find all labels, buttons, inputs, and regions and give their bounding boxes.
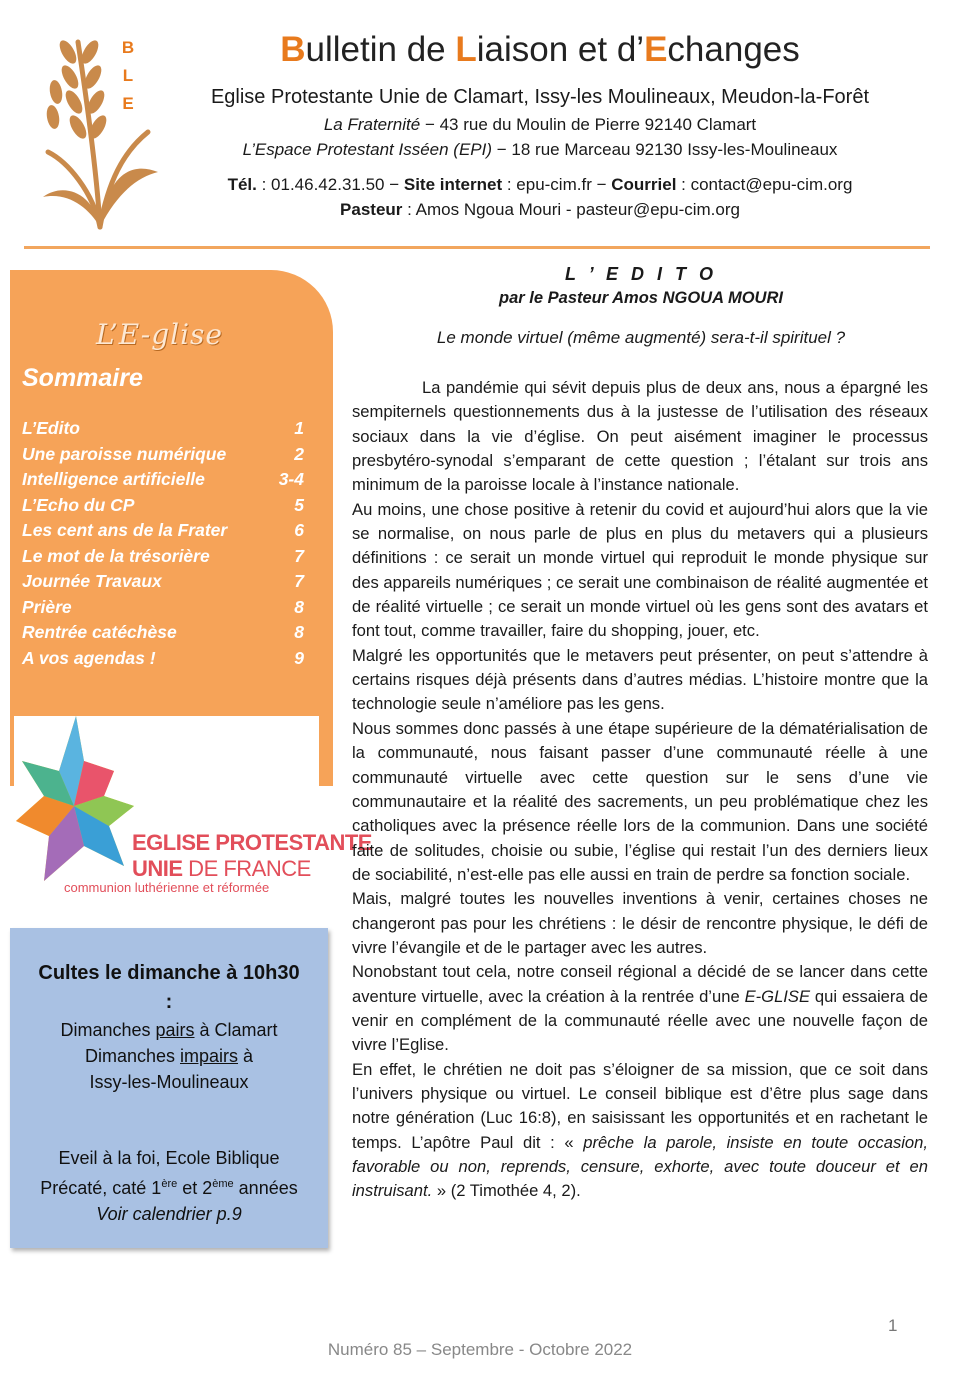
toc-label: Prière — [22, 596, 72, 617]
ble-letter: E — [122, 94, 134, 113]
paragraph: En effet, le chrétien ne doit pas s’éloigner de sa mission, que ce soit dans l’univers physique ou virtuel. Le conseil biblique est d’être plus sage dans notre génération (Luc 16:8), en saisissant les opportunités et en rachetant le temps. L’apôtre Paul dit : « prêche la parole, insiste en toute occasion, favorable ou non, reprends, censure, exhorte, avec toute douceur et en instruisant. » (2 Timothée 4, 2). — [352, 1059, 928, 1201]
title-part: changes — [667, 30, 800, 69]
epuf-logo — [14, 716, 372, 898]
toc-page: 8 — [294, 596, 304, 617]
services-box — [10, 928, 328, 1248]
toc-item[interactable] — [22, 520, 304, 546]
toc-page: 8 — [294, 622, 304, 642]
toc-page: 7 — [294, 545, 304, 566]
epuf-line1: EGLISE PROTESTANTE — [132, 830, 372, 855]
calendar-ref: Voir calendrier p.9 — [96, 1204, 242, 1224]
wheat-logo-icon — [38, 22, 168, 237]
services-title: Cultes le dimanche à 10h30 : — [38, 962, 300, 1013]
mail-link[interactable]: : contact@epu-cim.org — [676, 175, 853, 194]
services-line: Dimanches pairs à Clamart — [60, 1020, 278, 1040]
toc-page: 1 — [294, 418, 304, 438]
contact-line — [150, 173, 930, 197]
paragraph: Nonobstant tout cela, notre conseil régional a décidé de se lancer dans cette aventure virtuelle, avec la création à la rentrée d’une E-GLISE qui essaiera de venir en complément de la communauté réelle avec une nouvelle façon de vivre l’Eglise. — [352, 962, 928, 1055]
title-part: L — [455, 30, 477, 69]
edito-question: Le monde virtuel (même augmenté) sera-t-il spirituel ? — [436, 328, 846, 347]
address-text: − 43 rue du Moulin de Pierre 92140 Clamart — [420, 115, 757, 134]
title-part: B — [280, 30, 306, 69]
toc-page: 5 — [294, 494, 304, 515]
toc-item[interactable] — [22, 469, 304, 495]
services-line: Issy-les-Moulineaux — [89, 1072, 249, 1092]
toc-label: Une paroisse numérique — [22, 443, 227, 464]
epuf-line3: communion luthérienne et réformée — [64, 880, 270, 895]
place-name: La Fraternité — [323, 115, 421, 134]
toc-page: 3-4 — [278, 469, 304, 489]
toc-item[interactable] — [22, 571, 304, 597]
toc-item[interactable] — [22, 622, 304, 648]
services-line: Eveil à la foi, Ecole Biblique — [58, 1148, 280, 1168]
issue-footer: Numéro 85 – Septembre - Octobre 2022 — [327, 1340, 633, 1359]
title-part: E — [644, 30, 668, 69]
services-line: Dimanches impairs à — [84, 1046, 254, 1066]
toc-label: Les cent ans de la Frater — [22, 520, 228, 540]
paragraph: Nous sommes donc passés à une étape supérieure de la dématérialisation de la communauté, nous faisant passer d’une communauté réelle à une communauté virtuelle avec cette question sur le sens d’une vie communautaire et la réalité des sacrements, un peu problématique chez les catholiques avec la présence réelle lors de la communion. Dans une société faite de solitudes, choisie ou subie, l’église qui restait l’un des derniers lieux de sociabilité, n’est-elle pas elle aussi en train de perdre sa fonction sociale. — [352, 718, 928, 884]
address-text: − 18 rue Marceau 92130 Issy-les-Moulineaux — [492, 140, 838, 159]
header-divider — [24, 246, 930, 249]
pastor-label: Pasteur — [340, 200, 403, 219]
toc-item[interactable] — [22, 597, 304, 623]
toc-label: Rentrée catéchèse — [22, 622, 177, 642]
toc-label: Intelligence artificielle — [22, 469, 205, 489]
mail-label: Courriel — [611, 175, 677, 194]
pastor-value[interactable]: : Amos Ngoua Mouri - pasteur@epu-cim.org — [402, 200, 740, 219]
ble-acronym — [118, 34, 138, 118]
title-part: ulletin de — [305, 30, 456, 69]
ble-letter: L — [122, 66, 134, 85]
paragraph: Au moins, une chose positive à retenir du covid et aujourd’hui alors que la vie se normalise, on nous parle de plus en plus du metavers qui a plusieurs définitions : ce serait un monde virtuel qui reproduit le monde physique sur des appareils numériques ; ce serait une combinaison de réalité augmentée et de réalité virtuelle ; ce serait un monde virtuel où les gens sont des avatars et font tout, comme travailler, faire du shopping, jouer, etc. — [352, 499, 928, 641]
site-link[interactable]: : epu-cim.fr − — [502, 175, 612, 194]
tel-value: : 01.46.42.31.50 − — [256, 175, 404, 194]
services-line: Précaté, caté 1ère et 2ème années — [40, 1178, 298, 1198]
toc-label: L’Echo du CP — [22, 494, 135, 515]
sommaire-heading: Sommaire — [22, 364, 143, 392]
toc-item[interactable] — [22, 495, 304, 521]
edito-byline: par le Pasteur Amos NGOUA MOURI — [499, 289, 783, 307]
paragraph: Mais, malgré toutes les nouvelles inventions à venir, certaines choses ne changeront pas pour les chrétiens : le désir de rencontre physique, le défi de vivre l’évangile et de le partager avec les autres. — [352, 889, 928, 957]
page-number: 1 — [888, 1316, 898, 1335]
paragraph: Malgré les opportunités que le metavers peut présenter, on peut s’attendre à certains risques déjà présents dans d’autres médias. L’histoire montre que la technologie seule n’améliore pas les gens. — [352, 645, 928, 714]
table-of-contents — [22, 418, 304, 673]
toc-item[interactable] — [22, 546, 304, 572]
epuf-line2: UNIE DE FRANCE — [132, 856, 311, 881]
toc-label: L’Edito — [22, 418, 80, 438]
toc-label: A vos agendas ! — [22, 647, 156, 668]
paragraph: La pandémie qui sévit depuis plus de deux ans, nous a épargné les sempiternels questionnements dus à la justesse de l’utilisation des réseaux sociaux dans la vie d’église. On peut aisément imaginer le processus presbytéro-synodal s’emparant de cette question ; l’étalant sur trois ans minimum de la paroisse locale à l’instance nationale. — [352, 378, 928, 495]
toc-item[interactable] — [22, 418, 304, 444]
church-name: Eglise Protestante Unie de Clamart, Issy-les Moulineaux, Meudon-la-Forêt — [210, 86, 870, 108]
place-name: L’Espace Protestant Isséen (EPI) — [242, 140, 493, 159]
toc-page: 7 — [294, 571, 304, 591]
bulletin-title — [150, 28, 930, 72]
tel-label: Tél. — [227, 175, 257, 194]
pastor-line — [150, 198, 930, 222]
edito-title: L ’ E D I T O — [564, 264, 717, 284]
title-part: iaison et d’ — [476, 30, 645, 69]
toc-item[interactable] — [22, 648, 304, 674]
toc-page: 6 — [294, 520, 304, 540]
edito-body — [352, 376, 928, 1204]
eglise-heading: L’E-glise — [96, 318, 223, 351]
address-epi — [150, 138, 930, 162]
ble-letter: B — [121, 38, 135, 57]
address-fraternite — [150, 113, 930, 137]
toc-page: 2 — [294, 443, 304, 464]
toc-label: Le mot de la trésorière — [22, 545, 210, 566]
toc-item[interactable] — [22, 444, 304, 470]
toc-page: 9 — [294, 647, 304, 668]
toc-label: Journée Travaux — [22, 571, 162, 591]
site-label: Site internet — [403, 175, 503, 194]
